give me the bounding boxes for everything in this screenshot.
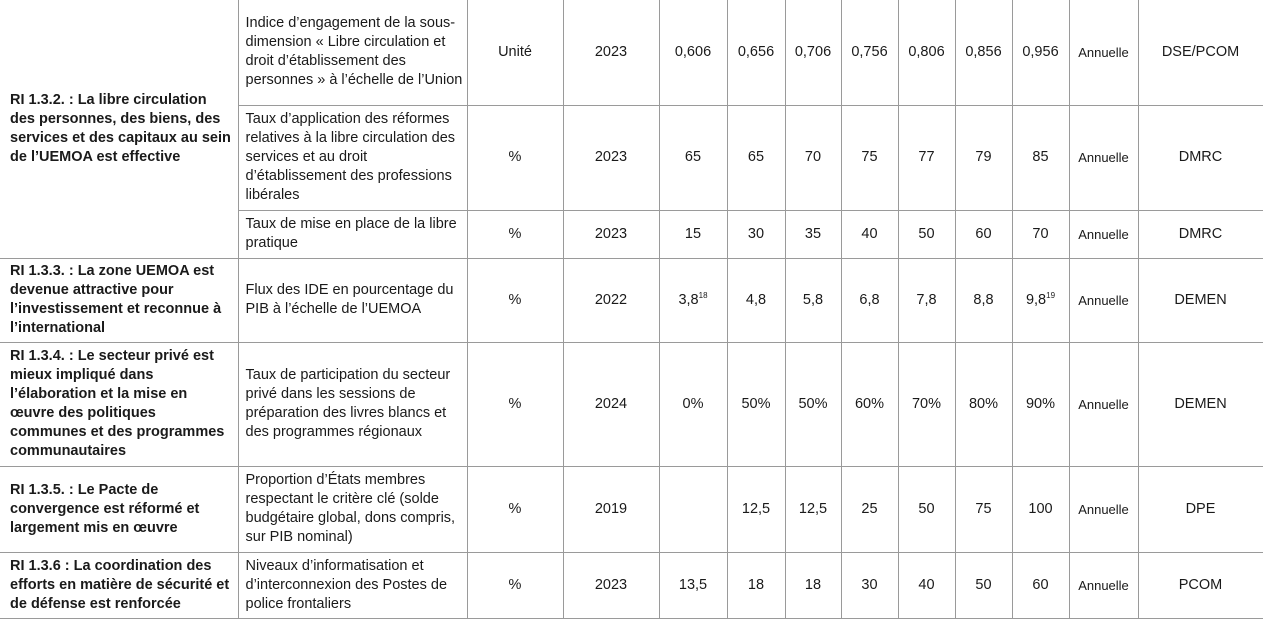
- target-cell: 79: [955, 105, 1012, 210]
- unit-cell: %: [467, 552, 563, 618]
- target-cell: 0,806: [898, 0, 955, 105]
- target-cell: 30: [841, 552, 898, 618]
- responsible-cell: DPE: [1138, 466, 1263, 552]
- result-cell: RI 1.3.6 : La coordination des efforts en matière de sécurité et de défense est renforcée: [0, 552, 238, 618]
- target-cell: 12,5: [785, 466, 841, 552]
- target-cell: 50: [955, 552, 1012, 618]
- frequency-cell: Annuelle: [1069, 466, 1138, 552]
- table-row: [0, 552, 1263, 618]
- unit-cell: %: [467, 210, 563, 258]
- target-cell: 70%: [898, 342, 955, 466]
- indicator-cell: Taux de participation du secteur privé dans les sessions de préparation des livres blancs et des programmes régionaux: [238, 342, 467, 466]
- baseline-cell: 0%: [659, 342, 727, 466]
- target-cell: 100: [1012, 466, 1069, 552]
- target-cell: 70: [1012, 210, 1069, 258]
- target-cell: 7,8: [898, 258, 955, 342]
- responsible-cell: DEMEN: [1138, 342, 1263, 466]
- baseline-cell: 13,5: [659, 552, 727, 618]
- frequency-cell: Annuelle: [1069, 342, 1138, 466]
- table-row: [0, 258, 1263, 342]
- result-cell: RI 1.3.4. : Le secteur privé est mieux impliqué dans l’élaboration et la mise en œuvre des politiques communes et des programmes communautaires: [0, 342, 238, 466]
- indicator-cell: Niveaux d’informatisation et d’interconnexion des Postes de police frontaliers: [238, 552, 467, 618]
- base-year-cell: 2023: [563, 105, 659, 210]
- indicator-cell: Taux d’application des réformes relatives à la libre circulation des services et au droit d’établissement des professions libérales: [238, 105, 467, 210]
- baseline-value: 3,8: [678, 291, 699, 308]
- target-cell: 25: [841, 466, 898, 552]
- baseline-cell: [659, 466, 727, 552]
- baseline-cell: [659, 258, 727, 342]
- base-year-cell: 2019: [563, 466, 659, 552]
- unit-cell: %: [467, 258, 563, 342]
- unit-cell: %: [467, 466, 563, 552]
- responsible-cell: DEMEN: [1138, 258, 1263, 342]
- frequency-cell: Annuelle: [1069, 210, 1138, 258]
- unit-cell: %: [467, 105, 563, 210]
- table-row: [0, 0, 1263, 105]
- result-cell: RI 1.3.5. : Le Pacte de convergence est réformé et largement mis en œuvre: [0, 466, 238, 552]
- unit-cell: %: [467, 342, 563, 466]
- target-cell: 35: [785, 210, 841, 258]
- target-cell: 50%: [785, 342, 841, 466]
- target-cell: 0,706: [785, 0, 841, 105]
- table-row: [0, 466, 1263, 552]
- target-cell: 85: [1012, 105, 1069, 210]
- responsible-cell: DSE/PCOM: [1138, 0, 1263, 105]
- target-cell: 75: [841, 105, 898, 210]
- target-cell: 4,8: [727, 258, 785, 342]
- indicator-cell: Taux de mise en place de la libre pratique: [238, 210, 467, 258]
- target-cell: 60: [955, 210, 1012, 258]
- target-cell: 0,856: [955, 0, 1012, 105]
- footnote-ref: 18: [698, 290, 708, 300]
- target-cell: 50%: [727, 342, 785, 466]
- target-cell: 75: [955, 466, 1012, 552]
- indicator-cell: Flux des IDE en pourcentage du PIB à l’échelle de l’UEMOA: [238, 258, 467, 342]
- indicator-cell: Indice d’engagement de la sous-dimension « Libre circulation et droit d’établissement des personnes » à l’échelle de l’Union: [238, 0, 467, 105]
- unit-cell: Unité: [467, 0, 563, 105]
- baseline-cell: 65: [659, 105, 727, 210]
- target-cell: 0,756: [841, 0, 898, 105]
- footnote-ref: 19: [1046, 290, 1056, 300]
- frequency-cell: Annuelle: [1069, 0, 1138, 105]
- target-cell: 0,656: [727, 0, 785, 105]
- target-cell: [1012, 258, 1069, 342]
- target-cell: 50: [898, 210, 955, 258]
- target-cell: 80%: [955, 342, 1012, 466]
- frequency-cell: Annuelle: [1069, 105, 1138, 210]
- target-cell: 30: [727, 210, 785, 258]
- base-year-cell: 2023: [563, 0, 659, 105]
- baseline-cell: 15: [659, 210, 727, 258]
- frequency-cell: Annuelle: [1069, 258, 1138, 342]
- target-cell: 5,8: [785, 258, 841, 342]
- base-year-cell: 2023: [563, 210, 659, 258]
- baseline-cell: 0,606: [659, 0, 727, 105]
- frequency-cell: Annuelle: [1069, 552, 1138, 618]
- target-value: 9,8: [1025, 291, 1047, 308]
- target-cell: 40: [898, 552, 955, 618]
- base-year-cell: 2024: [563, 342, 659, 466]
- target-cell: 6,8: [841, 258, 898, 342]
- target-cell: 90%: [1012, 342, 1069, 466]
- responsible-cell: DMRC: [1138, 210, 1263, 258]
- target-cell: 8,8: [955, 258, 1012, 342]
- target-cell: 65: [727, 105, 785, 210]
- target-cell: 60%: [841, 342, 898, 466]
- target-cell: 40: [841, 210, 898, 258]
- target-cell: 12,5: [727, 466, 785, 552]
- indicator-cell: Proportion d’États membres respectant le critère clé (solde budgétaire global, dons compris, sur PIB nominal): [238, 466, 467, 552]
- target-cell: 18: [785, 552, 841, 618]
- target-cell: 50: [898, 466, 955, 552]
- responsible-cell: DMRC: [1138, 105, 1263, 210]
- base-year-cell: 2023: [563, 552, 659, 618]
- target-cell: 77: [898, 105, 955, 210]
- responsible-cell: PCOM: [1138, 552, 1263, 618]
- result-cell: RI 1.3.2. : La libre circulation des personnes, des biens, des services et des capitaux au sein de l’UEMOA est effective: [0, 0, 238, 258]
- target-cell: 18: [727, 552, 785, 618]
- target-cell: 70: [785, 105, 841, 210]
- target-cell: 60: [1012, 552, 1069, 618]
- result-cell: RI 1.3.3. : La zone UEMOA est devenue attractive pour l’investissement et reconnue à l’international: [0, 258, 238, 342]
- base-year-cell: 2022: [563, 258, 659, 342]
- table-row: [0, 342, 1263, 466]
- target-cell: 0,956: [1012, 0, 1069, 105]
